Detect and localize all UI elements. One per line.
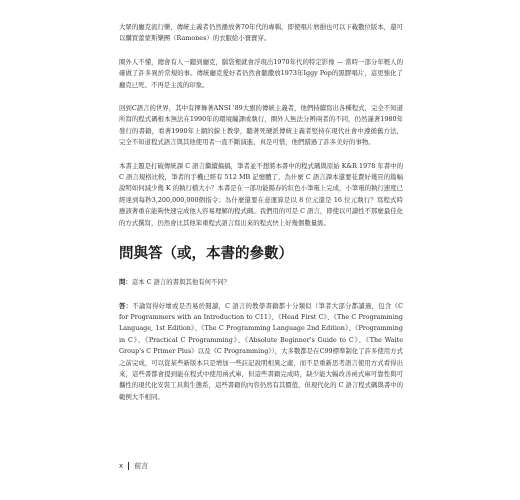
section-name: 前言 [134,462,149,470]
body-paragraph-3: 回到C語言的世界，其中有揮舞著ANSI '89大旗的傳統主義者，他們持續寫出各種程式，完全不知道所寫的程式碼根本無法在1990年的環境編譯或執行，圈外人無法分辨兩者的不同，仍然謹著1980年發行的書籍，看著1990年上網的線上教學，聽著死硬派傳統主義者堅持在現代社會中遵循舊方法，完全不知道程式語言與其他使用者一直不斷演進，真是可惜，他們錯過了許多美好的事物。 [119,104,403,147]
question-text: 這本 C 語言的書與其他有何不同？ [131,278,231,287]
page-content [119,22,403,403]
answer-text: 不論寫得好壞或是否易於閱讀，C 語言的教學書籍都十分類似（筆者大部分都讀過，包含《C for Programmers with an Introduction to C11》、《Head First C》、《The C Programming Language, 1st Edition》、《The C Programming Language 2nd Edition》、《Programming in C》、《Practical C Programming》、《Absolute Beginner's Guide to C》、《The Waite Group's C Primer Plus》以及《C Programming》），大多數都是在C99標準制化了許多使用方式之前完成，可以從某些新版本只是增加一些註記說明相異之處，而不是重新思考語言使用方式看得出來，這些書都會提到能在程式中使用函式庫，但這些書籍完成時，缺少能大幅改善函式庫可靠性與可攜性的現代化安裝工具與生態系，這些書籍的內容仍然有其價值，但現代化的 C 語言程式碼與書中的範例大不相同。 [119,301,403,401]
question-label: 問： [119,278,132,287]
footer-divider [128,462,129,470]
body-paragraph-2: 圈外人不懂，總會有人一聽到廳克，腦袋裡就會浮現出1970年代的特定影像 — 當時一部分年輕人的確做了許多異於常規的事。傳統廳克愛好者仍然會聽撒放1973年Iggy Pop的黑膠唱片，這更強化了廳克已死、不再是主流的印象。 [119,57,403,89]
answer-label: 答： [119,301,133,310]
page-number: x [119,462,124,470]
page-footer [119,461,148,471]
body-paragraph-1: 大眾的廳克流行樂，傳統主義者仍然播放著70年代的專輯，即使唱片磨損也可以下載數位版本，還可以購買蕾蒙斯樂團（Ramones）的衣服給小寶寶穿。 [119,23,403,43]
answer-paragraph [119,301,403,404]
section-heading: 問與答（或，本書的參數） [119,246,293,263]
question-paragraph [119,277,403,288]
body-paragraph-4: 本書主題是打破傳統課 C 語言繼續搞搞，筆者並不想將本書中的程式碼與原始 K&R 1978 年書中的 C 語言規格比較，筆者的手機已經有 512 MB 記憶體了，為什麼 C 語言課本還要花費好幾頁的篇幅說明如何減少幾 K 的執行檔大小？本書是在一部功能陽春的紅色小筆電上完成，小筆電的執行速度已經達到每秒3,200,000,000個指令；為什麼還要在意運算是以 8 位元還是 16 位元執行？寫程式時應該著重在能夠快速完成他人容易理解的程式碼。我們用的可是 C 語言，即使以可讀性不那麼最佳化的方式撰寫，仍然會比其他笨重程式語言寫出來的程式快上好幾個數量級。 [119,161,403,227]
